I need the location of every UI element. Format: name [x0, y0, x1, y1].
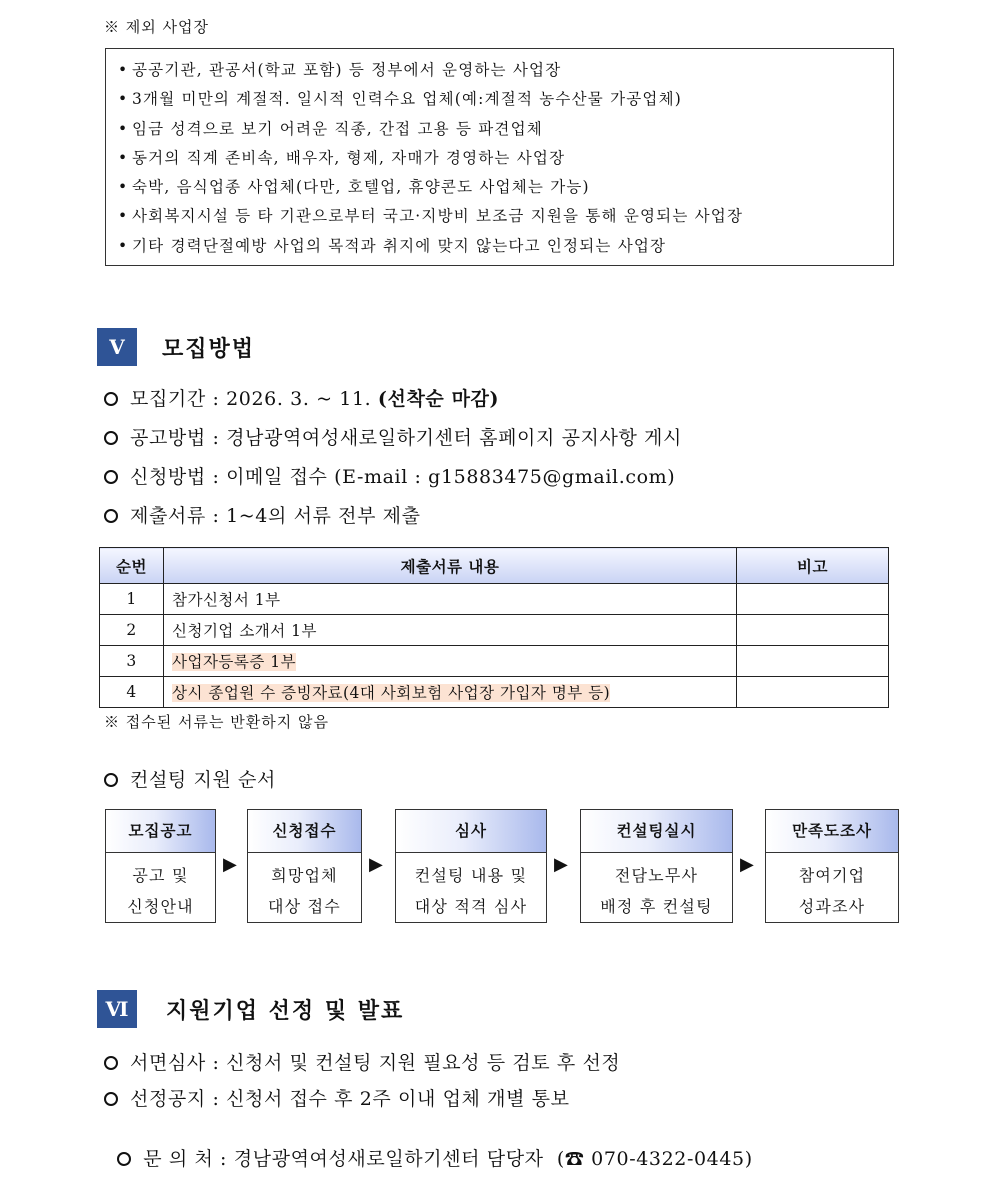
flow-step-survey: [765, 809, 899, 923]
document-review-line: [104, 1048, 620, 1075]
section-title: 모집방법: [162, 336, 256, 362]
table-header-cell: 제출서류 내용: [164, 548, 737, 584]
bullet-dot-icon: •: [118, 148, 129, 167]
row-content-text: 신청기업 소개서 1부: [172, 622, 318, 640]
flow-step-desc-line: 참여기업: [798, 866, 866, 885]
flow-step-recruit: [105, 809, 216, 923]
row-note: [737, 584, 889, 615]
flow-step-apply: [247, 809, 362, 923]
flow-step-title: 신청접수: [248, 810, 361, 853]
row-note: [737, 646, 889, 677]
flow-step-title: 모집공고: [106, 810, 215, 853]
documents-table: [99, 547, 889, 708]
flow-step-title: 심사: [396, 810, 546, 853]
row-number: 3: [100, 646, 164, 677]
row-number: 2: [100, 615, 164, 646]
table-row: [100, 677, 889, 708]
flow-step-desc: [581, 853, 732, 922]
flow-step-desc-line: 신청안내: [127, 897, 194, 916]
table-footnote: ※ 접수된 서류는 반환하지 않음: [104, 713, 329, 731]
flow-step-consulting: [580, 809, 733, 923]
exclusion-item: [118, 56, 893, 85]
circle-bullet-icon: [104, 1092, 118, 1106]
flow-step-desc: [106, 853, 215, 922]
section-number-badge: Ⅴ: [97, 328, 137, 366]
exclusion-item-text: 3개월 미만의 계절적. 일시적 인력수요 업체(예:계절적 농수산물 가공업체): [132, 90, 683, 109]
exclusion-heading: ※ 제외 사업장: [104, 18, 209, 36]
flow-step-desc-line: 대상 적격 심사: [414, 897, 528, 916]
circle-bullet-icon: [104, 1056, 118, 1070]
exclusion-item-text: 공공기관, 관공서(학교 포함) 등 정부에서 운영하는 사업장: [132, 61, 562, 79]
table-row: [100, 615, 889, 646]
line-text: 모집기간 : 2026. 3. ~ 11.: [130, 388, 378, 410]
line-text: 공고방법 : 경남광역여성새로일하기센터 홈페이지 공지사항 게시: [130, 427, 682, 449]
row-note: [737, 677, 889, 708]
arrow-right-icon: ▶: [554, 854, 568, 875]
exclusion-item-text: 임금 성격으로 보기 어려운 직종, 간접 고용 등 파견업체: [132, 119, 543, 138]
row-content: [164, 615, 737, 646]
flow-step-desc-line: 전담노무사: [614, 866, 699, 885]
flow-step-desc-line: 배정 후 컨설팅: [600, 897, 713, 916]
arrow-right-icon: ▶: [223, 854, 237, 875]
circle-bullet-icon: [104, 470, 118, 484]
circle-bullet-icon: [104, 773, 118, 787]
flow-heading-text: 컨설팅 지원 순서: [130, 769, 276, 791]
row-content: [164, 677, 737, 708]
line-text: 신청방법 : 이메일 접수 (E-mail : g15883475@gmail.com): [130, 466, 676, 488]
line-text: 문 의 처 : 경남광역여성새로일하기센터 담당자 (☎ 070-4322-0445): [143, 1148, 753, 1170]
flow-step-desc-line: 대상 접수: [268, 897, 341, 916]
flow-step-desc: [766, 853, 898, 922]
flow-step-review: [395, 809, 547, 923]
flow-step-desc-line: 공고 및: [132, 866, 189, 885]
row-content-text: 상시 종업원 수 증빙자료(4대 사회보험 사업장 가입자 명부 등): [172, 684, 611, 702]
flow-step-desc: [396, 853, 546, 922]
bullet-dot-icon: •: [118, 90, 129, 109]
line-text: 선정공지 : 신청서 접수 후 2주 이내 업체 개별 통보: [130, 1088, 570, 1110]
table-header-row: [100, 548, 889, 584]
arrow-right-icon: ▶: [740, 854, 754, 875]
circle-bullet-icon: [104, 392, 118, 406]
exclusion-item: [118, 202, 893, 231]
circle-bullet-icon: [117, 1152, 131, 1166]
flow-step-desc: [248, 853, 361, 922]
apply-method-line: [104, 462, 675, 489]
exclusion-item-text: 사회복지시설 등 타 기관으로부터 국고·지방비 보조금 지원을 통해 운영되는 사업장: [132, 207, 744, 226]
table-row: [100, 646, 889, 677]
selection-notice-line: [104, 1084, 570, 1111]
exclusion-item-text: 동거의 직계 존비속, 배우자, 형제, 자매가 경영하는 사업장: [132, 148, 566, 167]
exclusion-box: [105, 48, 894, 266]
exclusion-item: [118, 173, 893, 202]
row-content: [164, 584, 737, 615]
exclusion-item: [118, 144, 893, 173]
line-bold-text: (선착순 마감): [377, 388, 500, 410]
exclusion-item-text: 기타 경력단절예방 사업의 목적과 취지에 맞지 않는다고 인정되는 사업장: [132, 236, 667, 255]
bullet-dot-icon: •: [118, 178, 129, 197]
bullet-dot-icon: •: [118, 207, 129, 226]
exclusion-item: [118, 232, 893, 261]
bullet-dot-icon: •: [118, 119, 129, 138]
flow-step-title: 컨설팅실시: [581, 810, 732, 853]
row-content: [164, 646, 737, 677]
exclusion-item: [118, 115, 893, 144]
circle-bullet-icon: [104, 509, 118, 523]
announce-method-line: [104, 423, 682, 450]
flow-step-desc-line: 성과조사: [798, 897, 866, 916]
line-text: 제출서류 : 1~4의 서류 전부 제출: [130, 505, 421, 527]
table-header-cell: 비고: [737, 548, 889, 584]
table-row: [100, 584, 889, 615]
table-header-cell: 순번: [100, 548, 164, 584]
flow-step-title: 만족도조사: [766, 810, 898, 853]
row-note: [737, 615, 889, 646]
exclusion-item-text: 숙박, 음식업종 사업체(다만, 호텔업, 휴양콘도 사업체는 가능): [132, 178, 590, 197]
exclusion-item: [118, 85, 893, 114]
section-number-badge: Ⅵ: [97, 990, 137, 1028]
contact-line: [104, 1122, 753, 1171]
bullet-dot-icon: •: [118, 236, 129, 255]
section-title: 지원기업 선정 및 발표: [166, 998, 405, 1024]
flow-heading: [104, 765, 276, 792]
submit-docs-line: [104, 501, 421, 528]
row-number: 4: [100, 677, 164, 708]
line-text: 서면심사 : 신청서 및 컨설팅 지원 필요성 등 검토 후 선정: [130, 1052, 621, 1074]
row-content-text: 참가신청서 1부: [172, 591, 281, 609]
circle-bullet-icon: [104, 431, 118, 445]
row-number: 1: [100, 584, 164, 615]
flow-step-desc-line: 희망업체: [271, 866, 338, 885]
flow-step-desc-line: 컨설팅 내용 및: [414, 866, 528, 885]
row-content-text: 사업자등록증 1부: [172, 653, 297, 671]
recruit-period-line: [104, 384, 499, 411]
bullet-dot-icon: •: [118, 61, 129, 79]
arrow-right-icon: ▶: [369, 854, 383, 875]
